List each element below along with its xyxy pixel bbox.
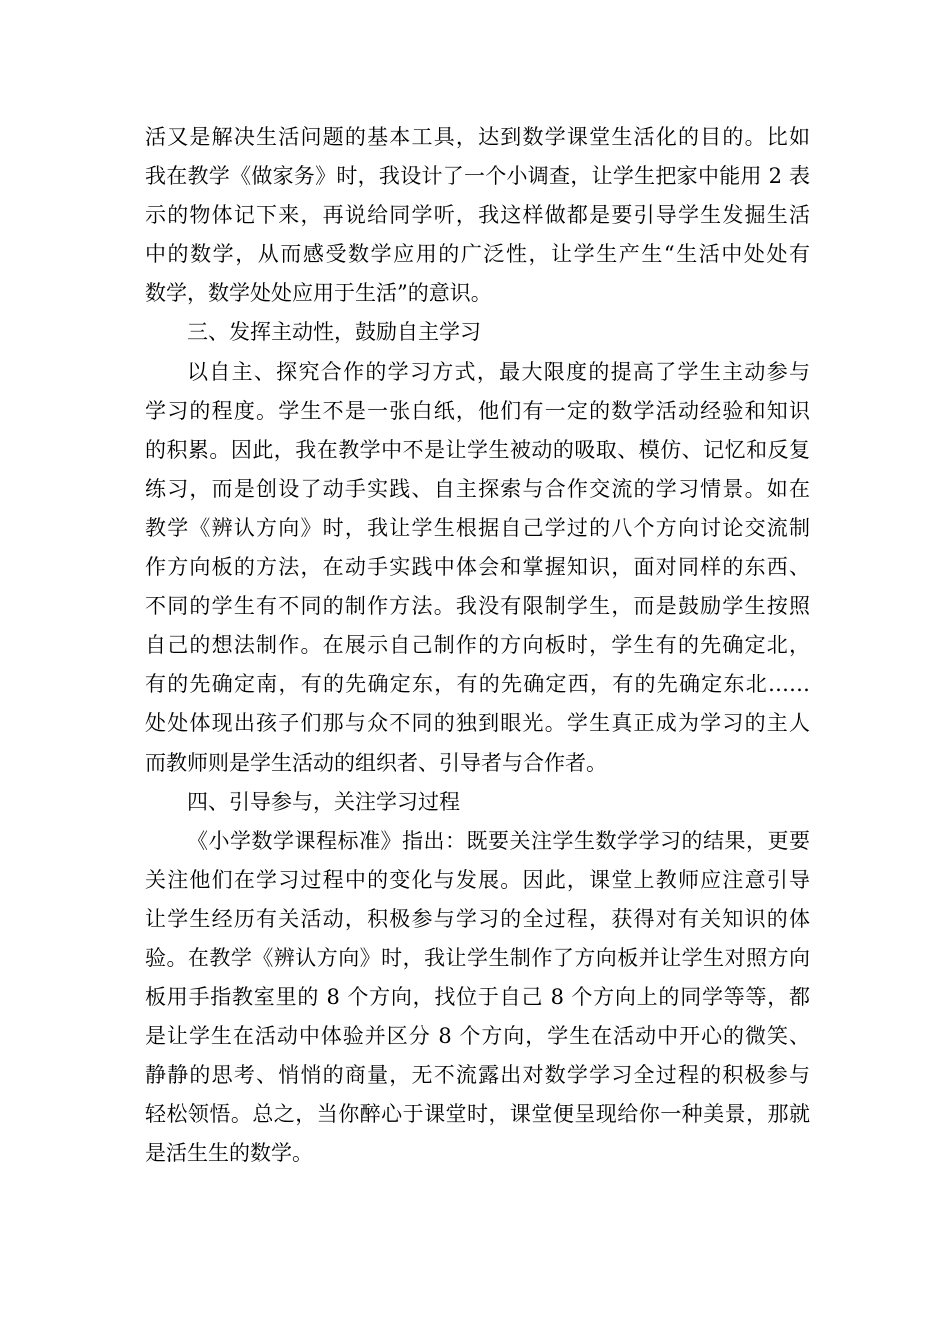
text-line: 中的数学，从而感受数学应用的广泛性，让学生产生“生活中处处有 [145,242,810,267]
document-body [145,118,810,1174]
text-line: 作方向板的方法，在动手实践中体会和掌握知识，面对同样的东西、 [145,555,810,580]
text-line: 静静的思考、悄悄的商量，无不流露出对数学学习全过程的积极参与 [145,1063,810,1088]
text-line: 板用手指教室里的 8 个方向，找位于自己 8 个方向上的同学等等，都 [145,985,810,1010]
text-line: 的积累。因此，我在教学中不是让学生被动的吸取、模仿、记忆和反复 [145,437,810,462]
text-line: 让学生经历有关活动，积极参与学习的全过程，获得对有关知识的体 [145,906,810,931]
paragraph-continued [145,118,810,313]
text-line: 轻松领悟。总之，当你醉心于课堂时，课堂便呈现给你一种美景，那就 [145,1102,810,1127]
text-line: 是让学生在活动中体验并区分 8 个方向，学生在活动中开心的微笑、 [145,1024,810,1049]
text-line: 我在教学《做家务》时，我设计了一个小调查，让学生把家中能用 2 表 [145,164,810,189]
text-line: 不同的学生有不同的制作方法。我没有限制学生，而是鼓励学生按照 [145,594,810,619]
text-line: 验。在教学《辨认方向》时，我让学生制作了方向板并让学生对照方向 [145,945,810,970]
section-heading: 四、引导参与，关注学习过程 [187,789,460,814]
text-line: 练习，而是创设了动手实践、自主探索与合作交流的学习情景。如在 [145,476,810,501]
text-line: 有的先确定南，有的先确定东，有的先确定西，有的先确定东北…… [145,672,810,697]
text-line: 《小学数学课程标准》指出：既要关注学生数学学习的结果，更要 [187,828,810,853]
text-line: 活又是解决生活问题的基本工具，达到数学课堂生活化的目的。比如 [145,125,810,149]
paragraph-learning-process [145,822,810,1174]
text-line: 而教师则是学生活动的组织者、引导者与合作者。 [145,750,607,775]
section-heading: 三、发挥主动性，鼓励自主学习 [187,320,481,345]
text-line: 教学《辨认方向》时，我让学生根据自己学过的八个方向讨论交流制 [145,515,810,540]
text-line: 学习的程度。学生不是一张白纸，他们有一定的数学活动经验和知识 [145,398,810,423]
text-line: 处处体现出孩子们那与众不同的独到眼光。学生真正成为学习的主人 [145,711,810,736]
text-line: 示的物体记下来，再说给同学听，我这样做都是要引导学生发掘生活 [145,203,810,228]
heading-three [145,313,810,352]
text-line: 数学，数学处处应用于生活”的意识。 [145,281,492,306]
text-line: 是活生生的数学。 [145,1141,313,1166]
paragraph-self-learning [145,353,810,783]
text-line: 关注他们在学习过程中的变化与发展。因此，课堂上教师应注意引导 [145,867,810,892]
heading-four [145,783,810,822]
text-line: 自己的想法制作。在展示自己制作的方向板时，学生有的先确定北， [145,633,810,658]
text-line: 以自主、探究合作的学习方式，最大限度的提高了学生主动参与 [187,359,810,384]
